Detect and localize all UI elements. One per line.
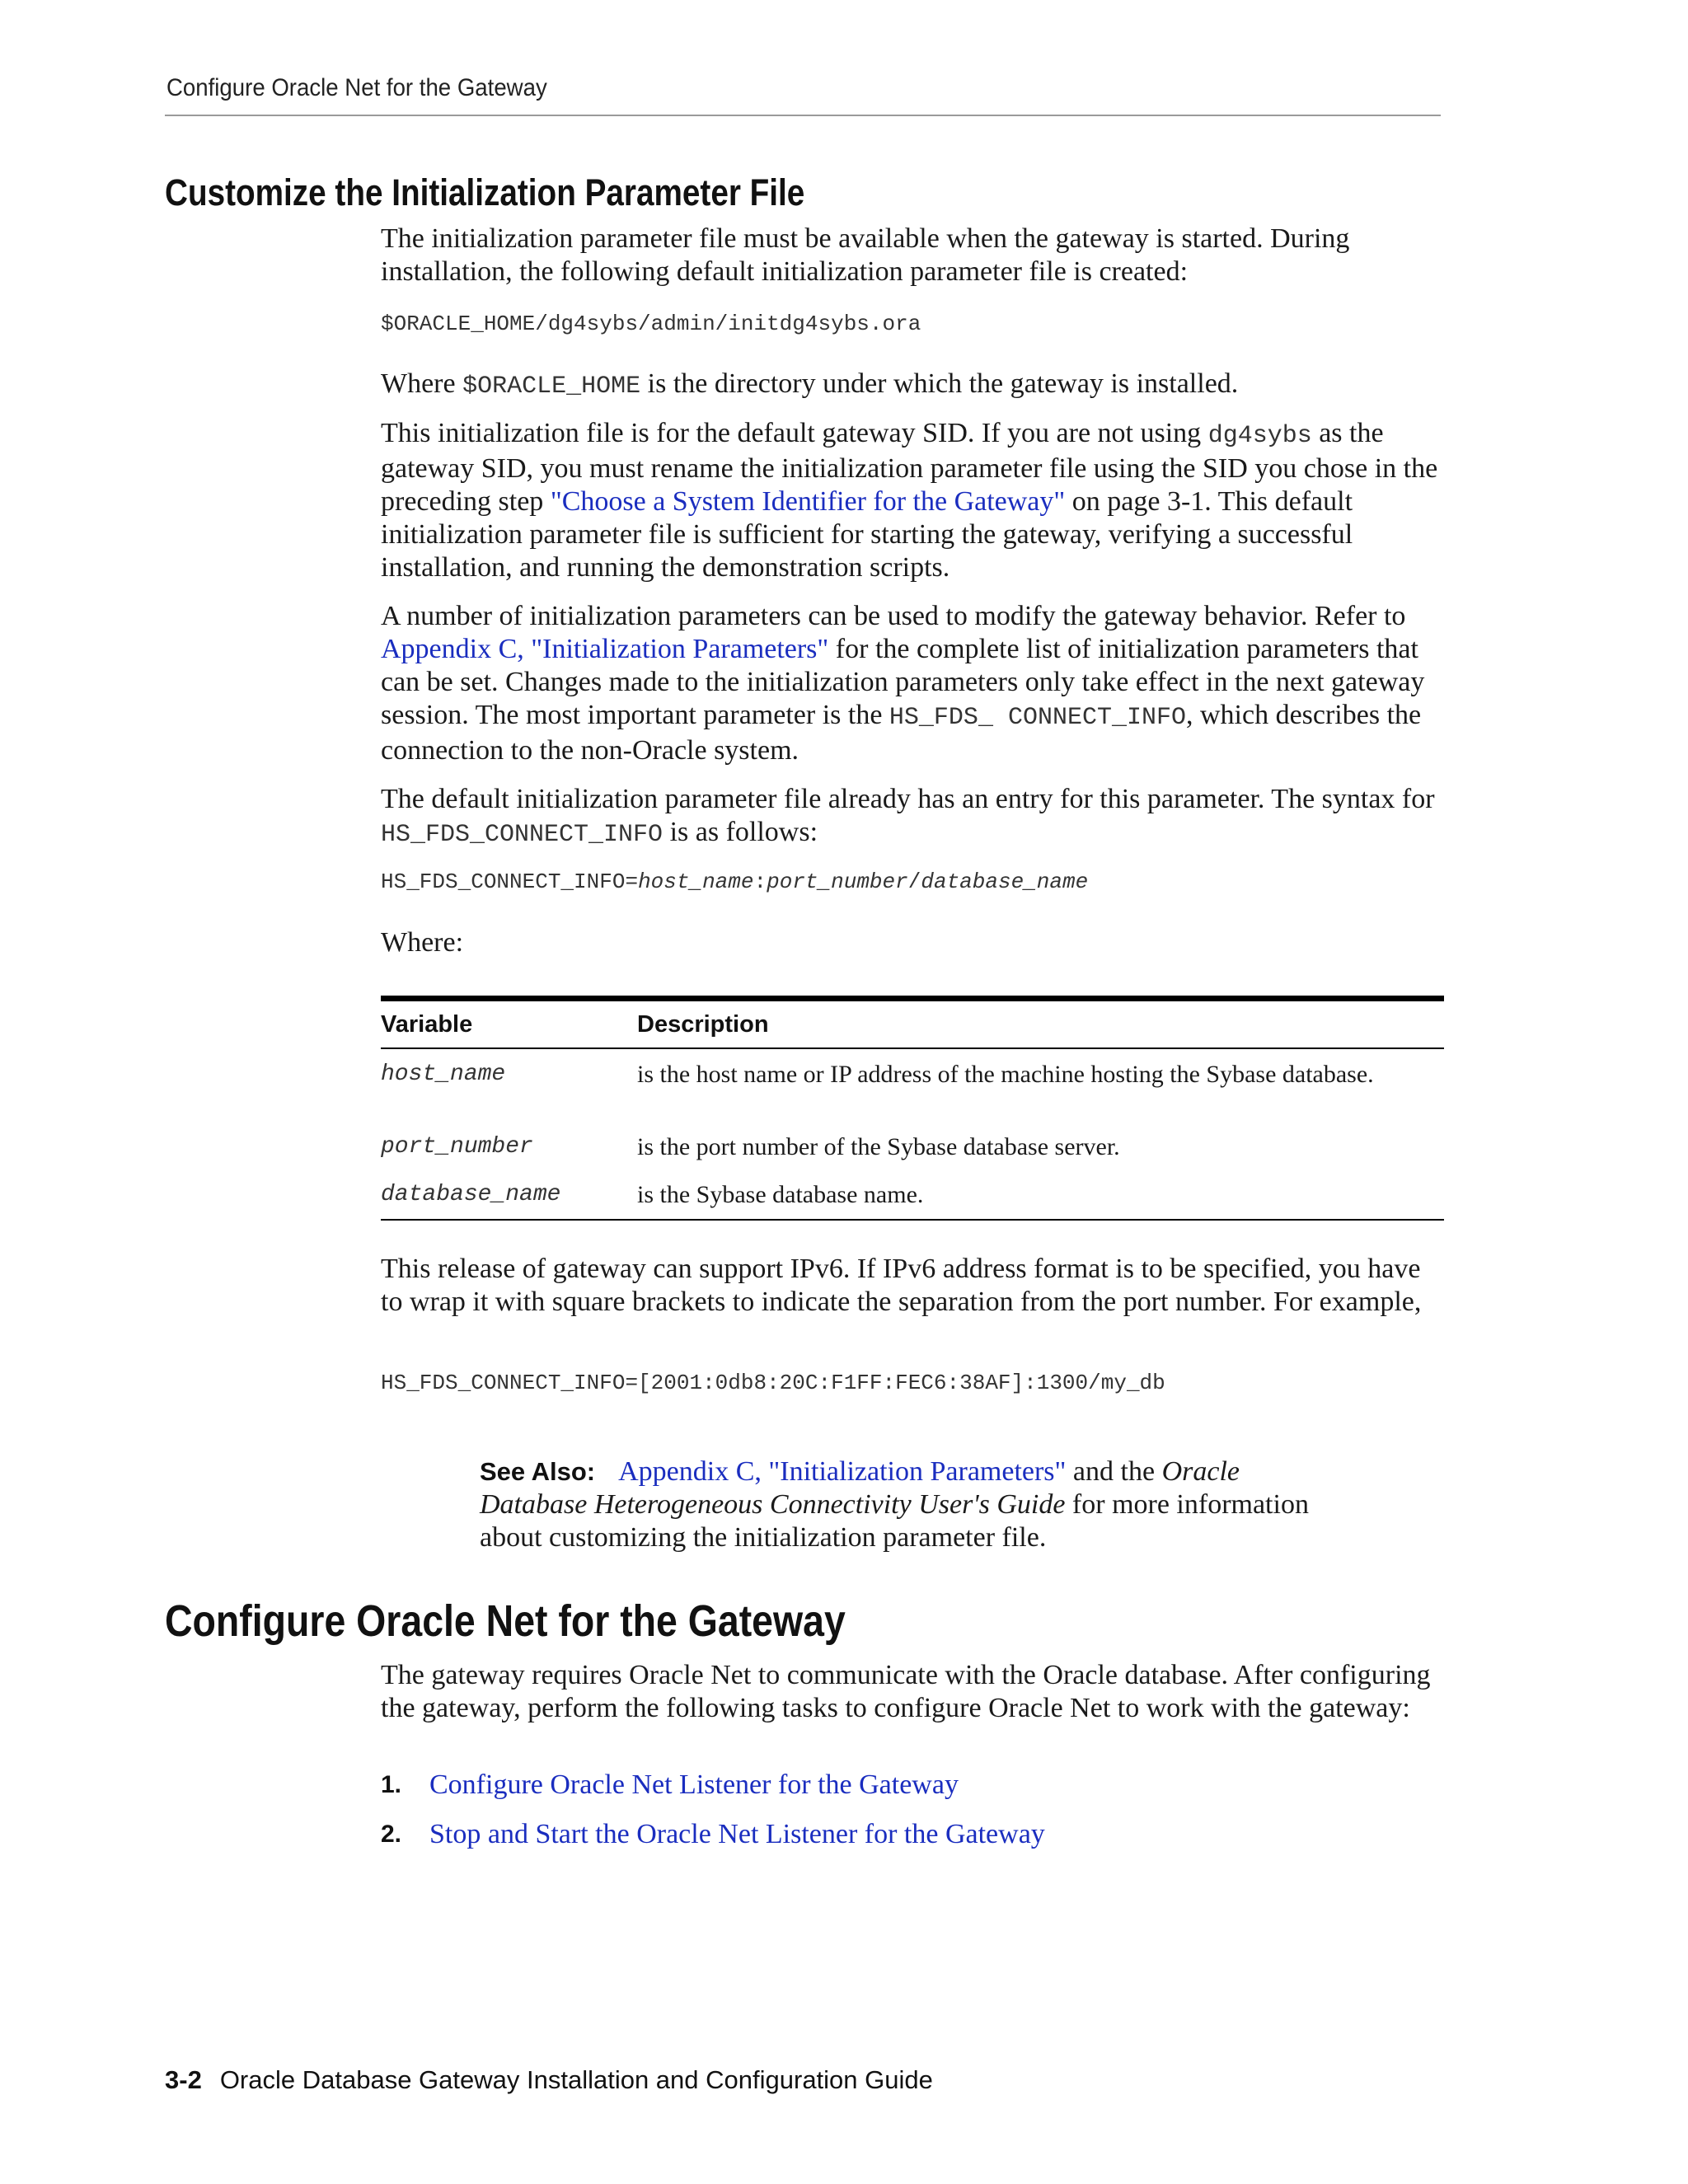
code-var: database_name [921,869,1089,894]
page-footer [165,2065,933,2095]
code-inline: HS_FDS_ CONNECT_INFO [889,704,1186,732]
code-inline: dg4sybs [1207,422,1312,450]
paragraph-init-parameters [381,600,1444,767]
text: , which describes the connection to the non-Oracle system. [381,700,1422,766]
table-header-variable: Variable [381,1010,473,1038]
task-list [381,1769,1444,1868]
table-row [381,1171,1444,1219]
table-cell-description: is the Sybase database name. [637,1181,924,1208]
footer-book-title: Oracle Database Gateway Installation and Configuration Guide [219,2065,933,2094]
code-connect-info-syntax [381,869,1088,894]
table-header-description: Description [637,1010,769,1038]
see-also-note [480,1455,1345,1554]
code-text: : [753,869,767,894]
text: Where [381,368,463,399]
list-item [381,1818,1444,1851]
text: is the directory under which the gateway is installed. [640,368,1239,399]
table-cell-variable: host_name [381,1062,506,1087]
paragraph-oracle-net-intro: The gateway requires Oracle Net to communicate with the Oracle database. After configuring the gateway, perform the following tasks to configure Oracle Net to work with the gateway: [381,1660,1431,1723]
table-row [381,1123,1444,1171]
code-var: host_name [638,869,754,894]
code-inline: $ORACLE_HOME [462,373,641,401]
code-inline: HS_FDS_CONNECT_INFO [381,821,663,849]
header-divider [165,115,1441,116]
text: This initialization file is for the default gateway SID. If you are not using [381,418,1208,448]
text: and the [1066,1456,1162,1487]
code-init-file-path: $ORACLE_HOME/dg4sybs/admin/initdg4sybs.ora [381,312,921,336]
section-heading-configure-net: Configure Oracle Net for the Gateway [165,1596,846,1646]
table-header-row [381,1001,1444,1049]
text: on page 3-1. This default initialization parameter file is sufficient for starting the gateway, verifying a successful installation, and running the demonstration scripts. [381,486,1353,583]
link-configure-listener[interactable]: Configure Oracle Net Listener for the Gateway [429,1769,959,1800]
code-ipv6-example: HS_FDS_CONNECT_INFO=[2001:0db8:20C:F1FF:FEC6:38AF]:1300/my_db [381,1371,1165,1395]
paragraph-ipv6: This release of gateway can support IPv6. If IPv6 address format is to be specified, you have to wrap it with square brackets to indicate the separation from the port number. For example, [381,1254,1422,1317]
table-row [381,1049,1444,1123]
paragraph-intro [381,223,1444,288]
paragraph-oracle-home [381,368,1444,403]
paragraph-syntax [381,783,1444,851]
list-number: 1. [381,1771,402,1798]
see-also-label: See Also: [480,1457,596,1486]
text: for more information about customizing the initialization parameter file. [480,1489,1309,1553]
text: for the complete list of initialization parameters that can be set. Changes made to the initialization parameters only take effect in the next gateway session. The most important parameter is the [381,634,1425,730]
table-cell-variable: database_name [381,1182,561,1207]
section-heading-customize: Customize the Initialization Parameter File [165,171,805,213]
list-item [381,1769,1444,1802]
variables-table [381,996,1444,1221]
table-cell-description: is the port number of the Sybase database server. [637,1133,1120,1160]
code-var: port_number [767,869,908,894]
text: The default initialization parameter file already has an entry for this parameter. The syntax for [381,784,1435,814]
text: is as follows: [663,817,818,847]
text: A number of initialization parameters can be used to modify the gateway behavior. Refer to [381,601,1406,631]
code-text: HS_FDS_CONNECT_INFO= [381,869,639,894]
paragraph-intro-text: The initialization parameter file must be available when the gateway is started. During installation, the following default initialization parameter file is created: [381,223,1350,287]
book-title-italic: Oracle Database Heterogeneous Connectivity User's Guide [480,1456,1240,1520]
paragraph-default-sid [381,417,1444,584]
code-text: / [907,869,921,894]
table-cell-description: is the host name or IP address of the machine hosting the Sybase database. [637,1061,1374,1088]
text: as the gateway SID, you must rename the initialization parameter file using the SID you chose in the preceding step [381,418,1438,517]
link-stop-start-listener[interactable]: Stop and Start the Oracle Net Listener for the Gateway [429,1819,1045,1849]
page-number: 3-2 [165,2065,202,2094]
link-appendix-c[interactable]: Appendix C, "Initialization Parameters" [381,634,829,664]
link-choose-sid[interactable]: "Choose a System Identifier for the Gateway" [550,486,1066,517]
running-header: Configure Oracle Net for the Gateway [166,74,547,101]
paragraph-where: Where: [381,927,464,958]
table-cell-variable: port_number [381,1134,533,1160]
list-number: 2. [381,1821,402,1848]
link-appendix-c-see-also[interactable]: Appendix C, "Initialization Parameters" [618,1456,1067,1487]
